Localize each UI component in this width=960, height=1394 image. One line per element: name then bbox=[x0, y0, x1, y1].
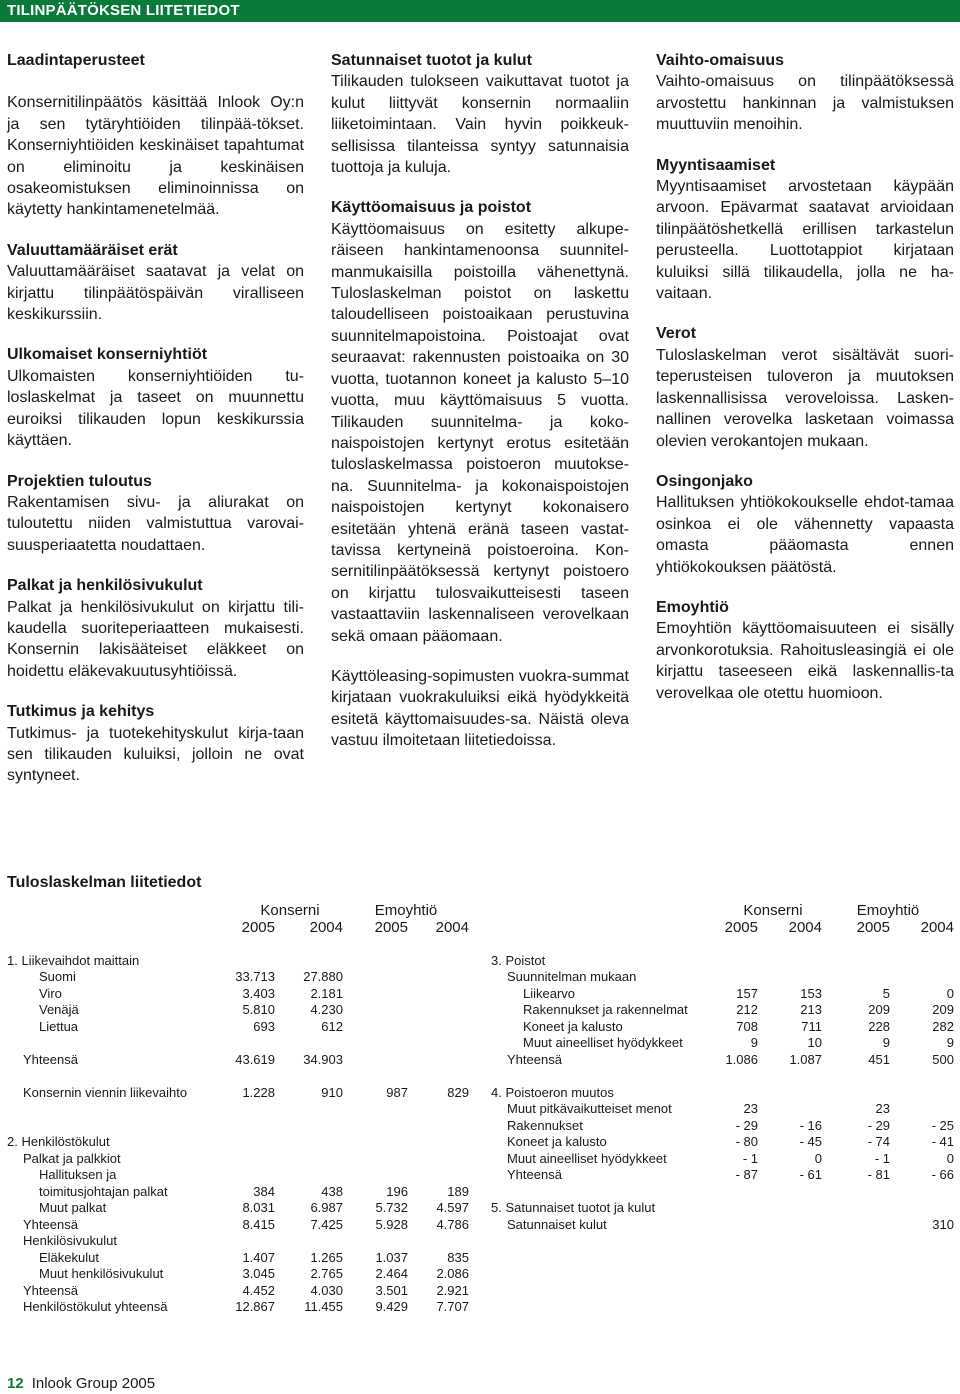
cell-value: 500 bbox=[932, 1051, 954, 1067]
cell-value: 829 bbox=[447, 1084, 469, 1100]
row-label: 2. Henkilöstökulut bbox=[7, 1134, 110, 1149]
cell-value: 157 bbox=[736, 985, 758, 1001]
table-row bbox=[7, 1134, 469, 1151]
row-label: Yhteensä bbox=[23, 1051, 78, 1067]
row-label: Hallituksen ja bbox=[39, 1167, 117, 1182]
row-label: Muut aineelliset hyödykkeet bbox=[523, 1035, 683, 1050]
cell-value: 612 bbox=[321, 1018, 343, 1034]
table-row bbox=[491, 1151, 954, 1168]
row-label: 4. Poistoeron muutos bbox=[491, 1084, 614, 1100]
row-label: Yhteensä bbox=[507, 1051, 562, 1067]
row-label: Venäjä bbox=[39, 1002, 79, 1017]
row-label: Konsernin viennin liikevaihto bbox=[23, 1084, 188, 1100]
section-title: Osingonjako bbox=[656, 472, 753, 490]
cell-value: 209 bbox=[868, 1002, 890, 1017]
table-row bbox=[491, 1101, 954, 1118]
section-title: Laadintaperusteet bbox=[7, 52, 145, 69]
section-text: Tuloslaskelman verot sisältävät suori-teperusteisen tuloveron ja muutoksen laskennallisissa veroveloissa. Lasken-nallinen verovelka lasketaan voimassa olevien verokantojen mukaan. bbox=[656, 346, 954, 450]
row-label: Henkilöstökulut yhteensä bbox=[23, 1299, 168, 1314]
section-title: Vaihto-omaisuus bbox=[656, 52, 785, 69]
table-row bbox=[491, 969, 954, 986]
cell-value: 4.230 bbox=[310, 1002, 343, 1017]
year-header: 2004 bbox=[435, 918, 469, 936]
row-label: Satunnaiset kulut bbox=[507, 1216, 607, 1232]
notes-table-right bbox=[491, 903, 954, 1233]
cell-value: 987 bbox=[386, 1084, 408, 1100]
cell-value: 8.031 bbox=[242, 1200, 275, 1215]
section-title: Emoyhtiö bbox=[656, 598, 729, 616]
cell-value: 451 bbox=[868, 1051, 890, 1067]
cell-value: 2.464 bbox=[375, 1266, 408, 1281]
section-text: Tutkimus- ja tuotekehityskulut kirja-taan sen tilikauden kuluiksi, jolloin ne ovat syntyneet. bbox=[7, 724, 304, 785]
cell-value: 4.030 bbox=[310, 1282, 343, 1298]
cell-value: - 80 bbox=[735, 1134, 758, 1149]
section-ulkomaiset bbox=[7, 344, 304, 451]
table-row bbox=[7, 1233, 469, 1250]
row-label: toimitusjohtajan palkat bbox=[39, 1183, 168, 1199]
cell-value: 9 bbox=[946, 1035, 954, 1050]
cell-value: 711 bbox=[801, 1018, 822, 1034]
cell-value bbox=[694, 1217, 758, 1234]
group-konserni: Konserni bbox=[743, 902, 803, 919]
section-text: Vaihto-omaisuus on tilinpäätöksessä arvostettu hankinnan ja valmistuksen muuttuviin menoihin. bbox=[656, 73, 954, 134]
section-tutkimus bbox=[7, 701, 304, 787]
section-title: Verot bbox=[656, 325, 697, 343]
table-row bbox=[7, 1283, 469, 1300]
cell-value: 0 bbox=[946, 985, 954, 1001]
section-myyntisaamiset bbox=[656, 155, 954, 305]
cell-value: 213 bbox=[800, 1002, 822, 1017]
cell-value: 23 bbox=[743, 1101, 758, 1116]
cell-value: - 61 bbox=[799, 1167, 822, 1182]
section-text: Käyttöomaisuus on esitetty alkupe-räiseen hankintamenoonsa suunnitel-manmukaisilla poistoilla vähenettynä. Tuloslaskelman poistot on laskettu taloudelliseen poistoaikaan perustuvina suunnitelmapoistoina. Poistoajat ovat seuraavat: rakennusten poistoaika on 30 vuotta, tuotannon koneet ja kalusto 5–10 vuotta, muu käyttömaisuus 5 vuotta. Tilikauden suunnitelma- ja koko-naispoistojen kertynyt erotus esitetään tuloslaskelmassa poistoeron muutokse-na. Suunnitelma- ja kokonaispoistojen naispoistojen kertynyt kokonaisero esitetään yhtenä eränä taseen vastat-tavissa kertyneinä poistoeroina. Kon-sernitilinpäätöksessä kertynyt poistoero on kirjattu tulosvaikutteisesti taseen vastaattaviin laskennaliseen verovelkaan sekä omaan pääomaan. bbox=[331, 220, 629, 645]
cell-value: 7.707 bbox=[436, 1299, 469, 1314]
section-title: Tutkimus ja kehitys bbox=[7, 703, 155, 721]
section-text: Myyntisaamiset arvostetaan käypään arvoon. Epävarmat saatavat arvioidaan tilinpäätöshetkellä erillisen tarkastelun perusteella. Luottotappiot kirjataan kuluiksi sillä tilikaudella, jolla ne ha-vaitaan. bbox=[656, 178, 954, 303]
table-row bbox=[7, 1266, 469, 1283]
cell-value: 9 bbox=[750, 1035, 758, 1050]
cell-value: 1.087 bbox=[789, 1051, 822, 1067]
page-footer bbox=[7, 1375, 155, 1392]
cell-value: 0 bbox=[814, 1150, 822, 1166]
section-text: Valuuttamääräiset saatavat ja velat on kirjattu tilinpäätöspäivän viralliseen keskikurssiin. bbox=[7, 263, 304, 324]
cell-value: - 1 bbox=[742, 1150, 758, 1166]
table-row bbox=[491, 1134, 954, 1151]
row-label: 5. Satunnaiset tuotot ja kulut bbox=[491, 1200, 656, 1215]
row-label: Muut aineelliset hyödykkeet bbox=[507, 1150, 667, 1166]
cell-value: 8.415 bbox=[242, 1216, 275, 1232]
cell-value: - 87 bbox=[735, 1167, 758, 1182]
text-column-2 bbox=[331, 50, 629, 771]
cell-value: 693 bbox=[253, 1018, 275, 1034]
cell-value: - 41 bbox=[931, 1134, 954, 1149]
row-label: Yhteensä bbox=[23, 1282, 78, 1298]
group-emoyhtio: Emoyhtiö bbox=[856, 902, 920, 919]
cell-value: 2.921 bbox=[436, 1282, 469, 1298]
table-row bbox=[491, 1019, 954, 1036]
year-header: 2005 bbox=[374, 918, 408, 936]
cell-value: 4.452 bbox=[242, 1282, 275, 1298]
table-row bbox=[7, 1052, 469, 1069]
cell-value: 209 bbox=[932, 1002, 954, 1017]
section-title: Projektien tuloutus bbox=[7, 472, 152, 490]
section-text: Tilikauden tulokseen vaikuttavat tuotot ja kulut liittyvät konsernin normaaliin liiketoimintaan. Vain hyvin poikkeuk-sellisissa tilanteissa syntyy satunnaisia tuottoja ja kuluja. bbox=[331, 73, 629, 177]
text-column-1 bbox=[7, 50, 304, 806]
table-row bbox=[7, 1002, 469, 1019]
cell-value bbox=[758, 1217, 822, 1234]
cell-value: 10 bbox=[807, 1035, 822, 1050]
row-label: 1. Liikevaihdot maittain bbox=[7, 952, 140, 968]
section-text: Rakentamisen sivu- ja aliurakat on tuloutettu niiden valmistuttua varovai-suusperiaatetta noudattaen. bbox=[7, 493, 304, 554]
cell-value: - 25 bbox=[931, 1117, 954, 1133]
table-row bbox=[491, 953, 954, 970]
section-text: Käyttöleasing-sopimusten vuokra-summat kirjataan vuokrakuluiksi eikä hyödykkeitä esitetä käyttomaisuudes-sa. Näistä oleva vastuu ilmoitetaan liitetiedoissa. bbox=[331, 667, 629, 750]
table-row bbox=[491, 1085, 954, 1102]
cell-value: 12.867 bbox=[235, 1299, 275, 1314]
cell-value: 1.037 bbox=[375, 1249, 408, 1265]
cell-value: 0 bbox=[946, 1150, 954, 1166]
cell-value: 5 bbox=[882, 985, 890, 1001]
section-title: Myyntisaamiset bbox=[656, 156, 776, 174]
row-label: Palkat ja palkkiot bbox=[23, 1150, 121, 1166]
cell-value: 6.987 bbox=[310, 1200, 343, 1215]
section-title: Ulkomaiset konserniyhtiöt bbox=[7, 346, 208, 364]
table-row bbox=[7, 1217, 469, 1234]
table-row bbox=[7, 1200, 469, 1217]
notes-title: Tuloslaskelman liitetiedot bbox=[7, 874, 202, 891]
row-label: Suunnitelman mukaan bbox=[507, 969, 637, 984]
table-row bbox=[7, 986, 469, 1003]
year-header-row bbox=[7, 920, 469, 937]
row-label: Muut palkat bbox=[39, 1200, 107, 1215]
cell-value: 9 bbox=[882, 1035, 890, 1050]
cell-value: 228 bbox=[868, 1018, 890, 1034]
cell-value: 5.928 bbox=[375, 1216, 408, 1232]
cell-value: 1.086 bbox=[725, 1051, 758, 1067]
footer-text: Inlook Group 2005 bbox=[31, 1375, 156, 1392]
row-label: 3. Poistot bbox=[491, 952, 546, 968]
group-header-row bbox=[7, 903, 469, 920]
cell-value: 2.765 bbox=[310, 1266, 343, 1281]
cell-value bbox=[822, 1217, 890, 1234]
text-column-3 bbox=[656, 50, 954, 723]
section-emoyhtio bbox=[656, 597, 954, 704]
section-vaihto-omaisuus bbox=[656, 50, 954, 136]
table-row bbox=[7, 1250, 469, 1267]
page-number: 12 bbox=[7, 1375, 24, 1392]
table-row bbox=[491, 1002, 954, 1019]
cell-value: 27.880 bbox=[303, 969, 343, 984]
section-text: Konsernitilinpäätös käsittää Inlook Oy:n ja sen tytäryhtiöiden tilinpää-tökset. Konserniyhtiöiden keskinäiset tapahtumat on eliminoitu ja keskinäisen osakeomistuksen eliminoinnissa on käytetty hankintamenetelmää. bbox=[7, 94, 304, 219]
cell-value: 5.732 bbox=[375, 1200, 408, 1215]
row-label: Koneet ja kalusto bbox=[507, 1134, 607, 1149]
cell-value: - 16 bbox=[799, 1117, 822, 1133]
table-row bbox=[491, 1200, 954, 1217]
section-valuutta bbox=[7, 240, 304, 326]
year-header: 2004 bbox=[920, 918, 954, 936]
cell-value: 4.597 bbox=[436, 1200, 469, 1215]
cell-value: 4.786 bbox=[436, 1216, 469, 1232]
cell-value: - 29 bbox=[867, 1117, 890, 1133]
table-row bbox=[7, 1085, 469, 1102]
table-row bbox=[491, 1035, 954, 1052]
row-label: Koneet ja kalusto bbox=[523, 1018, 623, 1034]
table-row bbox=[491, 1118, 954, 1135]
cell-value: 9.429 bbox=[375, 1299, 408, 1314]
notes-table-left bbox=[7, 903, 469, 1316]
row-label: Suomi bbox=[39, 969, 76, 984]
cell-value: 33.713 bbox=[235, 969, 275, 984]
cell-value: - 66 bbox=[931, 1167, 954, 1182]
table-row bbox=[491, 986, 954, 1003]
table-row bbox=[491, 1167, 954, 1184]
row-label: Liettua bbox=[39, 1018, 79, 1034]
cell-value: 708 bbox=[736, 1018, 758, 1034]
group-header-row bbox=[491, 903, 954, 920]
table-row bbox=[7, 953, 469, 970]
row-label: Viro bbox=[39, 985, 62, 1001]
year-header: 2005 bbox=[856, 918, 890, 936]
year-header: 2004 bbox=[309, 918, 343, 936]
cell-value: - 74 bbox=[867, 1134, 890, 1149]
cell-value: 1.407 bbox=[242, 1249, 275, 1265]
row-label: Muut pitkävaikutteiset menot bbox=[507, 1101, 672, 1116]
cell-value: 43.619 bbox=[235, 1051, 275, 1067]
year-header: 2004 bbox=[788, 918, 822, 936]
year-header-row bbox=[491, 920, 954, 937]
section-text: Hallituksen yhtiökokoukselle ehdot-tamaa osinkoa ei ole vähennetty vapaasta omasta pääomasta ennen yhtiökokouksen päätöstä. bbox=[656, 494, 954, 576]
cell-value: - 29 bbox=[735, 1117, 758, 1133]
cell-value: 910 bbox=[321, 1084, 343, 1100]
section-leasing bbox=[331, 666, 629, 752]
year-header: 2005 bbox=[724, 918, 758, 936]
cell-value: 5.810 bbox=[242, 1002, 275, 1017]
table-row bbox=[7, 1184, 469, 1201]
cell-value: 282 bbox=[932, 1018, 954, 1034]
row-label: Yhteensä bbox=[23, 1216, 78, 1232]
row-label: Yhteensä bbox=[507, 1167, 562, 1182]
section-text: Palkat ja henkilösivukulut on kirjattu tili-kaudella suoriteperiaatteen mukaisesti. Konsernin lakisääteiset eläkkeet on hoidettu eläkevakuutusyhtiöissä. bbox=[7, 598, 304, 680]
table-row bbox=[491, 1217, 954, 1234]
cell-value bbox=[890, 1101, 954, 1118]
cell-value: 3.045 bbox=[242, 1266, 275, 1281]
cell-value: 7.425 bbox=[310, 1216, 343, 1232]
cell-value: 438 bbox=[321, 1183, 343, 1199]
cell-value: 34.903 bbox=[303, 1051, 343, 1067]
section-title: Satunnaiset tuotot ja kulut bbox=[331, 52, 532, 69]
section-title: Palkat ja henkilösivukulut bbox=[7, 577, 203, 595]
table-row bbox=[7, 1151, 469, 1168]
row-label: Rakennukset ja rakennelmat bbox=[523, 1002, 688, 1017]
section-palkat bbox=[7, 575, 304, 682]
section-title: Valuuttamääräiset erät bbox=[7, 241, 178, 259]
row-label: Eläkekulut bbox=[39, 1249, 99, 1265]
cell-value: 1.228 bbox=[242, 1084, 275, 1100]
table-row bbox=[7, 1299, 469, 1316]
cell-value: 11.455 bbox=[304, 1299, 343, 1314]
table-row bbox=[7, 1019, 469, 1036]
group-emoyhtio: Emoyhtiö bbox=[374, 902, 438, 919]
cell-value bbox=[758, 1101, 822, 1118]
section-laadintaperusteet bbox=[7, 50, 304, 221]
section-kayttoomaisuus bbox=[331, 197, 629, 647]
cell-value: 2.181 bbox=[310, 985, 343, 1001]
section-text: Ulkomaisten konserniyhtiöiden tu-loslaskelmat ja taseet on muunnettu euroiksi tilikauden lopun keskikurssia käyttäen. bbox=[7, 367, 304, 450]
section-title: Käyttöomaisuus ja poistot bbox=[331, 199, 532, 217]
cell-value: 212 bbox=[736, 1002, 758, 1017]
section-projektit bbox=[7, 471, 304, 557]
section-text: Emoyhtiön käyttöomaisuuteen ei sisälly arvonkorotuksia. Rahoitusleasingiä ei ole kirjattu taseeseen eikä laskennallis-ta verovelkaa ole otettu huomioon. bbox=[656, 620, 954, 702]
section-satunnaiset bbox=[331, 50, 629, 178]
row-label: Muut henkilösivukulut bbox=[39, 1266, 164, 1281]
cell-value: 3.403 bbox=[242, 985, 275, 1001]
section-osingonjako bbox=[656, 471, 954, 578]
table-row bbox=[7, 969, 469, 986]
cell-value: 3.501 bbox=[375, 1282, 408, 1298]
year-header: 2005 bbox=[241, 918, 275, 936]
row-label: Rakennukset bbox=[507, 1117, 583, 1133]
cell-value: 2.086 bbox=[436, 1266, 469, 1281]
cell-value: - 81 bbox=[867, 1167, 890, 1182]
row-label: Henkilösivukulut bbox=[23, 1233, 117, 1248]
group-konserni: Konserni bbox=[260, 902, 320, 919]
cell-value: 1.265 bbox=[310, 1249, 343, 1265]
cell-value: 384 bbox=[253, 1183, 275, 1199]
section-verot bbox=[656, 323, 954, 451]
cell-value: 23 bbox=[875, 1101, 890, 1116]
row-label: Liikearvo bbox=[523, 985, 576, 1001]
page-header-title: TILINPÄÄTÖKSEN LIITETIEDOT bbox=[7, 2, 240, 19]
table-row bbox=[491, 1052, 954, 1069]
cell-value: 189 bbox=[447, 1183, 469, 1199]
cell-value: 196 bbox=[386, 1183, 408, 1199]
cell-value: 310 bbox=[932, 1216, 954, 1232]
cell-value: - 1 bbox=[874, 1150, 890, 1166]
cell-value: 153 bbox=[800, 985, 822, 1001]
cell-value: 835 bbox=[447, 1249, 469, 1265]
cell-value: - 45 bbox=[799, 1134, 822, 1149]
table-row bbox=[7, 1167, 469, 1184]
